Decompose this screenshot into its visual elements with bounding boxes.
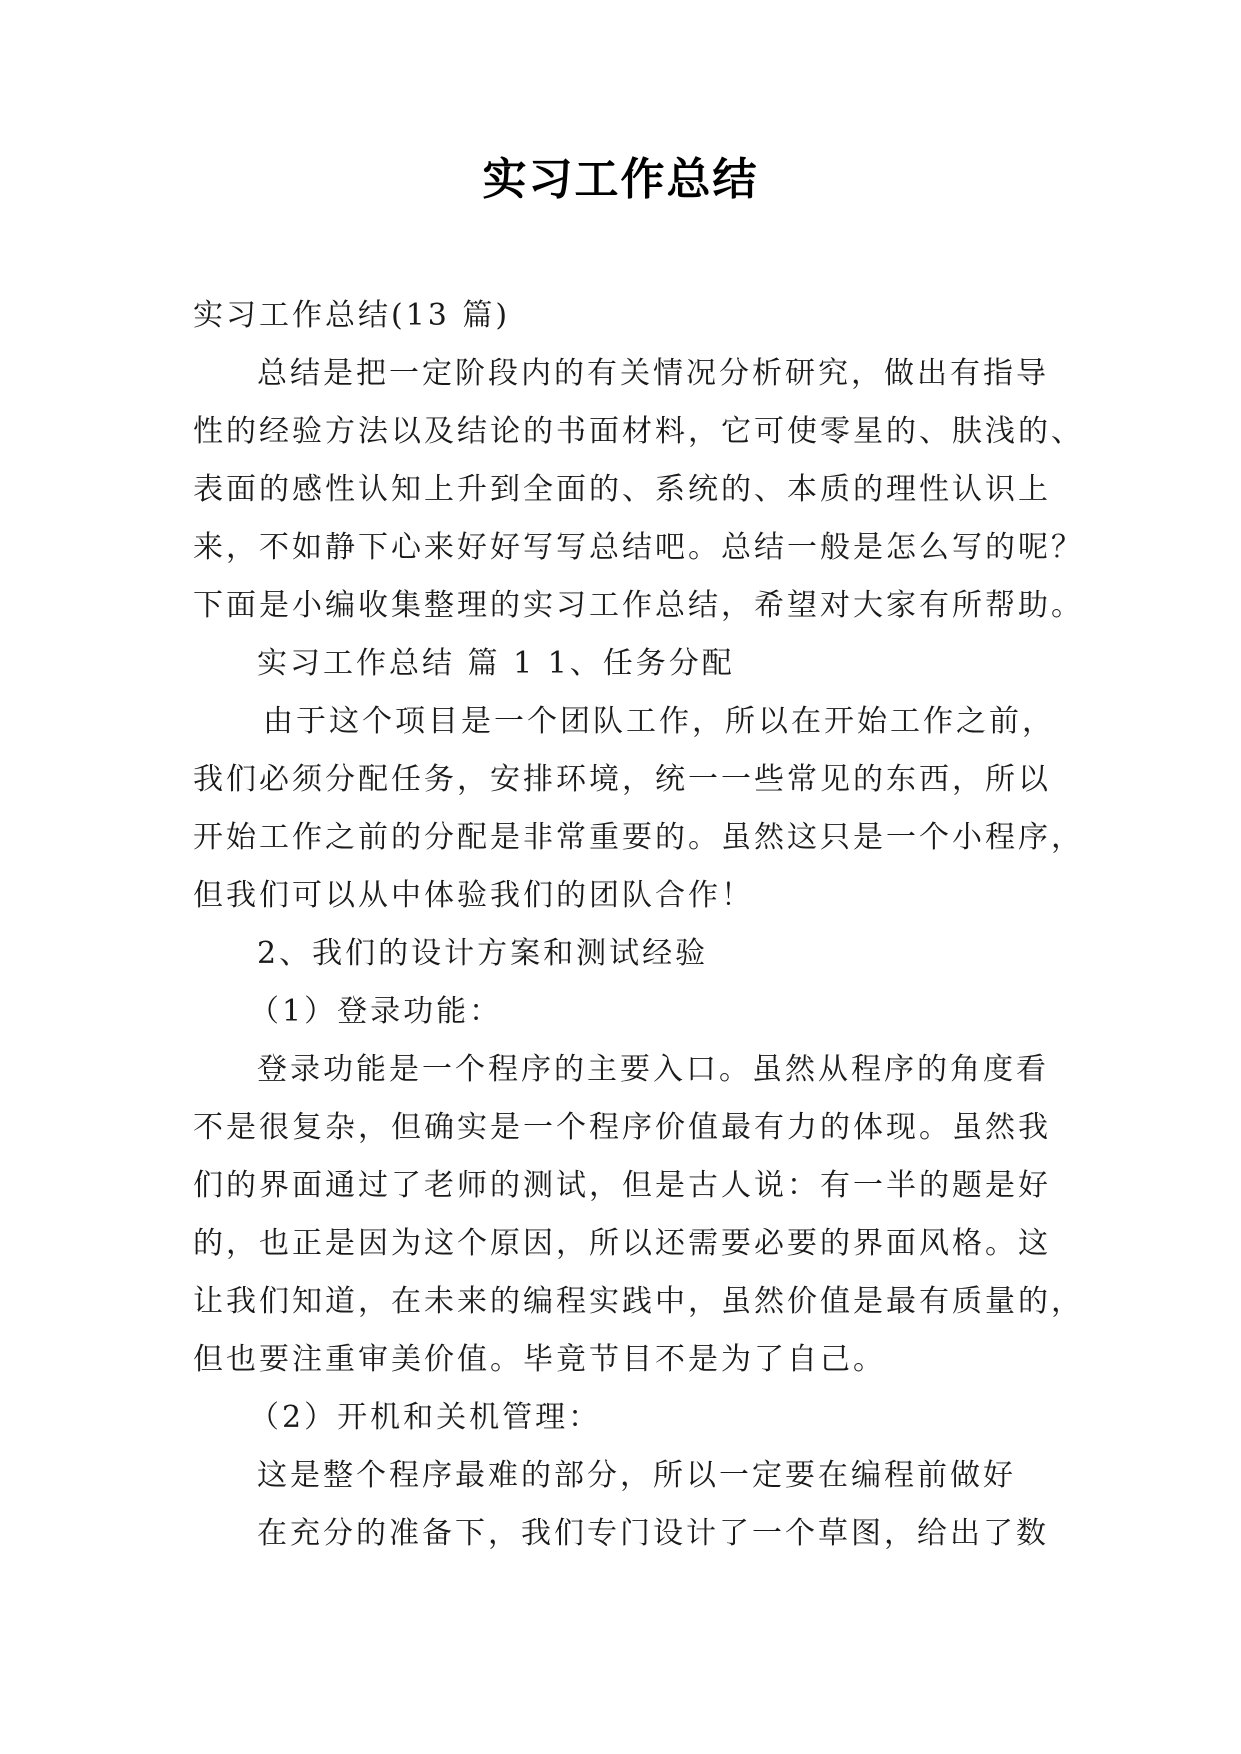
paragraph-line: 们的界面通过了老师的测试，但是古人说：有一半的题是好 xyxy=(193,1168,1051,1203)
paragraph-line: 不是很复杂，但确实是一个程序价值最有力的体现。虽然我 xyxy=(193,1110,1051,1145)
paragraph-line: 但我们可以从中体验我们的团队合作！ xyxy=(193,878,754,913)
subsection-heading-line: （2）开机和关机管理： xyxy=(249,1400,602,1435)
paragraph-line: 由于这个项目是一个团队工作，所以在开始工作之前， xyxy=(263,704,1055,739)
paragraph-line: 在充分的准备下，我们专门设计了一个草图，给出了数 xyxy=(257,1516,1049,1551)
section-heading-line: 2、我们的设计方案和测试经验 xyxy=(257,936,709,971)
section-heading-line: 实习工作总结 篇 1 1、任务分配 xyxy=(257,646,735,681)
paragraph-line: 这是整个程序最难的部分，所以一定要在编程前做好 xyxy=(257,1458,1016,1493)
paragraph-line: 表面的感性认知上升到全面的、系统的、本质的理性认识上 xyxy=(193,472,1051,507)
paragraph-line: 让我们知道，在未来的编程实践中，虽然价值是最有质量的， xyxy=(193,1284,1084,1319)
paragraph-line: 总结是把一定阶段内的有关情况分析研究，做出有指导 xyxy=(257,356,1049,391)
document-body xyxy=(193,287,1084,1563)
paragraph-line: 来，不如静下心来好好写写总结吧。总结一般是怎么写的呢？ xyxy=(193,530,1084,565)
paragraph-line: 登录功能是一个程序的主要入口。虽然从程序的角度看 xyxy=(257,1052,1049,1087)
paragraph-line: 的，也正是因为这个原因，所以还需要必要的界面风格。这 xyxy=(193,1226,1051,1261)
paragraph-line: 开始工作之前的分配是非常重要的。虽然这只是一个小程序， xyxy=(193,820,1084,855)
paragraph-line: 性的经验方法以及结论的书面材料，它可使零星的、肤浅的、 xyxy=(193,414,1084,449)
document-title: 实习工作总结 xyxy=(482,154,759,205)
subsection-heading-line: （1）登录功能： xyxy=(249,994,503,1029)
paragraph-line: 我们必须分配任务，安排环境，统一一些常见的东西，所以 xyxy=(193,762,1051,797)
paragraph-line: 但也要注重审美价值。毕竟节目不是为了自己。 xyxy=(193,1342,886,1377)
subtitle-line: 实习工作总结(13 篇) xyxy=(193,298,511,333)
paragraph-line: 下面是小编收集整理的实习工作总结，希望对大家有所帮助。 xyxy=(193,588,1084,623)
